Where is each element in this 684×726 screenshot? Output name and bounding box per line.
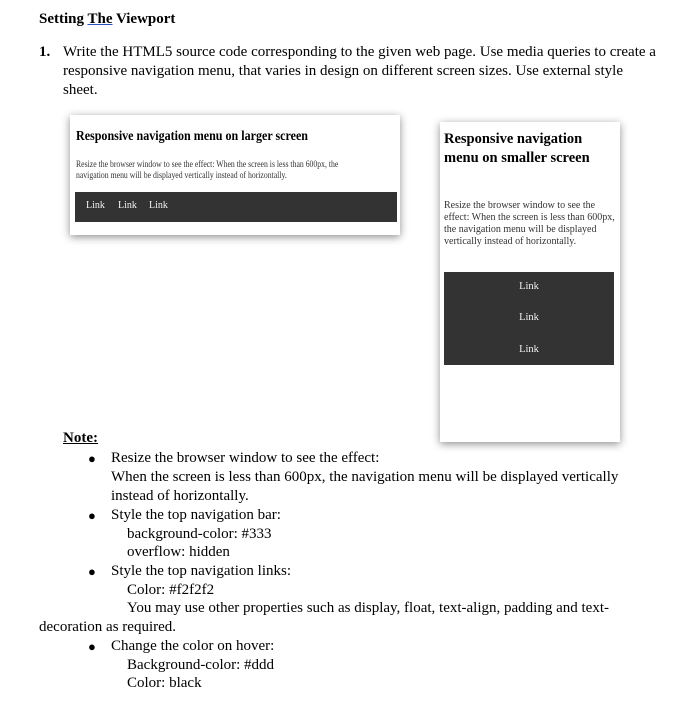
small-nav-link[interactable]: Link [519,344,539,355]
note-item-text: Change the color on hover: [111,638,275,654]
note-item-text: You may use other properties such as display, float, text-align, padding and text- [127,600,609,616]
large-screen-screenshot [70,115,400,235]
large-nav-link[interactable]: Link [118,200,137,211]
note-item-text: decoration as required. [39,619,177,635]
large-nav-link[interactable]: Link [149,200,168,211]
small-screen-screenshot [440,122,620,442]
large-screen-nav-bar [75,192,397,222]
note-item-text: Resize the browser window to see the effect: [111,450,380,466]
note-item-text: overflow: hidden [127,544,230,560]
heading-text-end: Viewport [112,11,176,27]
question-text: Write the HTML5 source code corresponding to the given web page. Use media queries to create a responsive navigation menu, that varies in design on different screen sizes. Use external style sheet. [63,44,656,98]
bullet-icon: ● [88,639,96,654]
small-screen-title: Responsive navigation menu on smaller screen [444,131,590,166]
note-item-text: When the screen is less than 600px, the navigation menu will be displayed vertically [111,469,619,485]
note-item-text: instead of horizontally. [111,488,249,504]
note-label: Note: [63,430,98,446]
note-item-text: Color: black [127,675,202,691]
note-item-text: Style the top navigation links: [111,563,291,579]
small-nav-link[interactable]: Link [519,312,539,323]
small-screen-description: Resize the browser window to see the effect: When the screen is less than 600px, the navigation menu will be displayed vertically instead of horizontally. [444,200,615,247]
heading-text: Setting [39,11,88,27]
section-heading [39,11,175,28]
note-item-text: Color: #f2f2f2 [127,582,215,598]
heading-underlined-word: The [87,11,113,27]
large-nav-link[interactable]: Link [86,200,105,211]
large-screen-title: Responsive navigation menu on larger screen [76,129,308,144]
note-item-text: Background-color: #ddd [127,657,275,673]
bullet-icon: ● [88,451,96,466]
large-screen-description: Resize the browser window to see the effect: When the screen is less than 600px, the navigation menu will be displayed vertically instead of horizontally. [76,159,339,180]
note-item-text: Style the top navigation bar: [111,507,281,523]
small-screen-nav-bar [444,272,614,365]
question-number: 1. [39,44,51,60]
bullet-icon: ● [88,564,96,579]
bullet-icon: ● [88,508,96,523]
small-nav-link[interactable]: Link [519,281,539,292]
note-item-text: background-color: #333 [127,526,272,542]
